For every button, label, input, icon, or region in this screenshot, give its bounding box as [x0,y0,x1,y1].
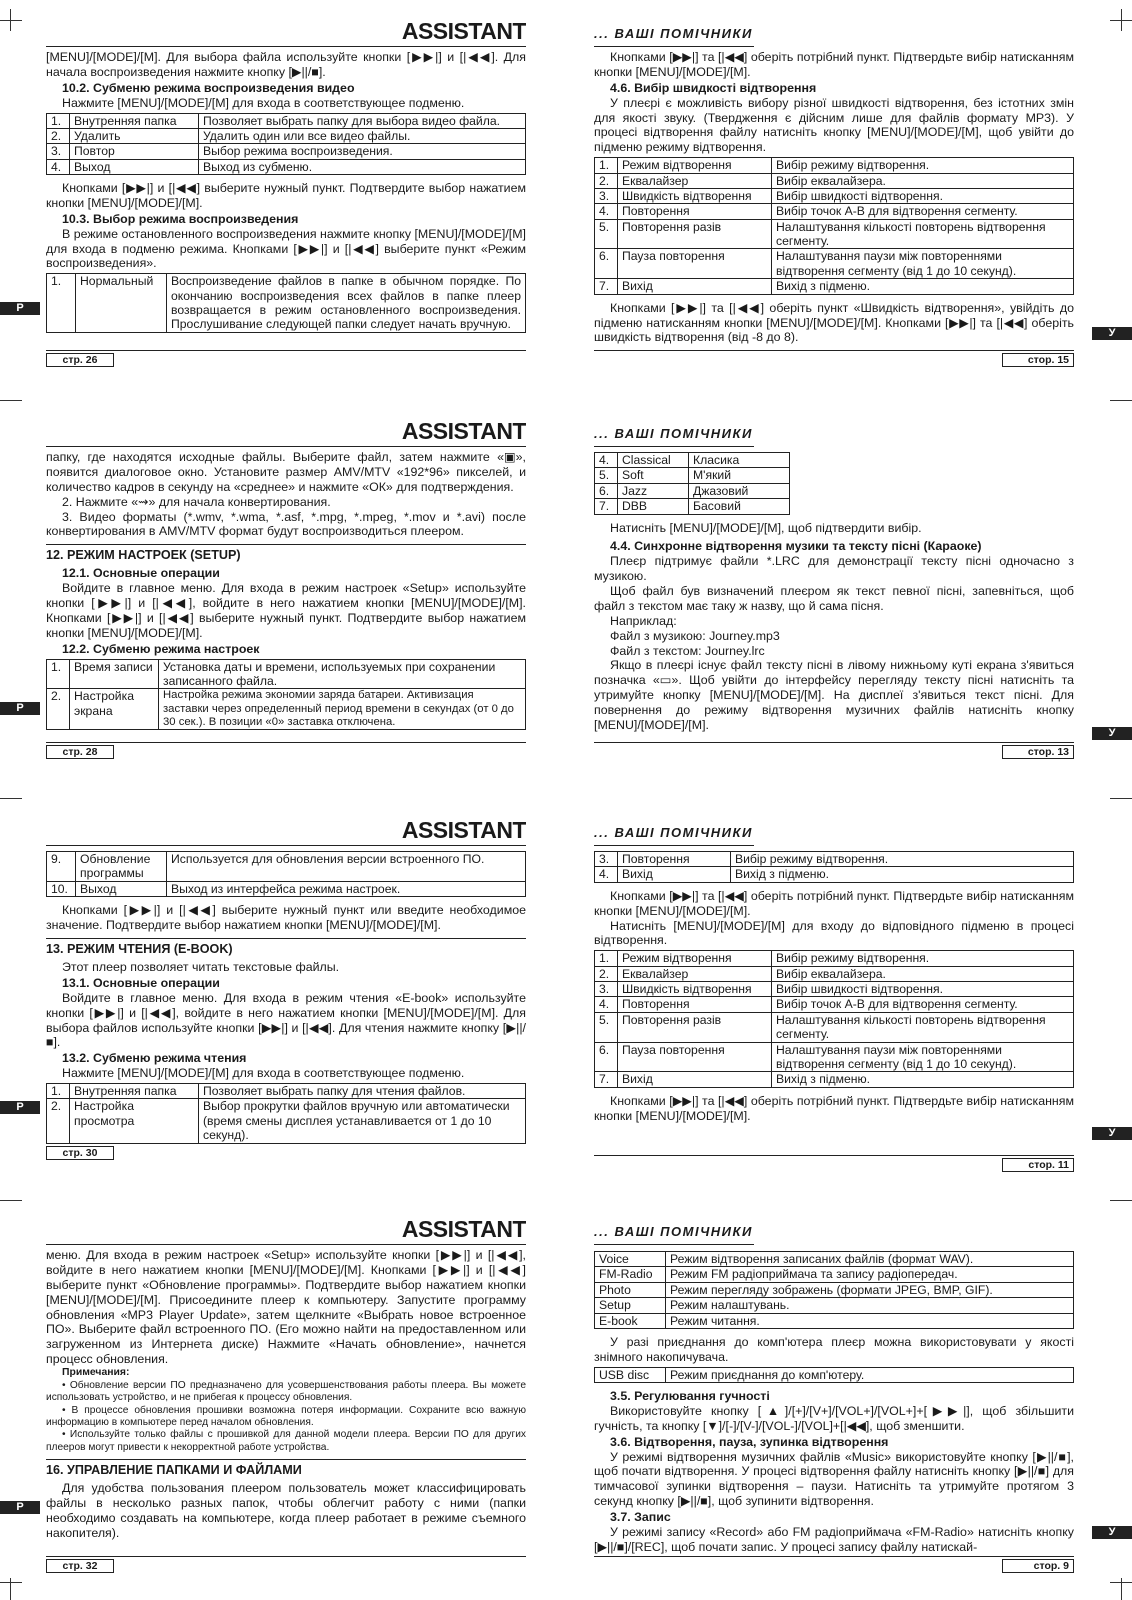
page-9 [594,1218,1074,1578]
table-cell: Вихід [618,867,731,882]
language-tab-ua: У [1092,727,1132,740]
table-cell: Вибір точок A-B для відтворення сегменту. [772,997,1074,1012]
note-item: • Обновление версии ПО предназначено для усовершенствования работы плеера. Вы можете использовать устройство, и не прибегая к процессу обновления. [46,1379,526,1404]
page-body [594,450,1074,733]
paragraph: Кнопками [▶▶|] та [|◀◀] оберіть пункт «Швидкість відтворення», увійдіть до підменю натисканням кнопки [MENU]/[MODE]/[M]. Кнопками [▶▶|] та [|◀◀] оберіть швидкість відтворення (від -8 до 8). [594,300,1074,345]
page-number: стр. 32 [46,1559,114,1573]
page-body [46,50,526,339]
table-cell: Classical [618,453,689,468]
table-cell: М'який [689,468,790,483]
table-cell: Вибір режиму відтворення. [772,158,1074,173]
table-cell: 4. [47,159,70,174]
table-cell: 2. [595,173,618,188]
page-body [46,849,526,1150]
paragraph: Натисніть [MENU]/[MODE]/[M] для входу до відповідного підменю в процесі відтворення. [594,918,1074,948]
table-cell: Вихід [618,279,772,294]
crop-mark [0,20,22,21]
table-cell: 6. [595,1042,618,1072]
table-cell: Выбор прокрутки файлов вручную или автоматически (время смены дисплея устанавливается от 1 до 10 секунд). [199,1099,526,1143]
table-cell: 2. [47,128,70,143]
modes-table [594,1251,1074,1329]
table-cell: E-book [595,1313,666,1328]
table-cell: Джазовий [689,483,790,498]
language-tab-ru: Р [0,702,40,715]
page-footer [594,1155,1074,1171]
menu-table [46,113,526,176]
table-cell: Режим налаштувань. [666,1298,1074,1313]
table-cell: Швидкість відтворення [618,982,772,997]
assistant-logo: ASSISTANT [401,420,526,444]
page-header [594,420,754,447]
table-cell: 5. [595,1012,618,1042]
table-row [595,173,1074,188]
table-cell: Настройка экрана [70,689,159,730]
page-footer [46,350,526,366]
table-row [595,453,790,468]
notes-block [46,1367,526,1454]
crop-mark [0,1582,22,1583]
table-cell: Вибір швидкості відтворення. [772,188,1074,203]
table-row [47,1099,526,1143]
table-cell: Пауза повторення [618,1042,772,1072]
paragraph: Кнопками [▶▶|] та [|◀◀] оберіть потрібний пункт. Підтвердьте вибір натисканням кнопки [MENU]/[MODE]/[M]. [594,50,1074,79]
crop-mark [10,9,11,31]
note-item: • Используйте только файлы с прошивкой для данной модели плеера. Версии ПО для других плееров могут привести к некорректной работе устройства. [46,1429,526,1453]
page-header [46,420,526,447]
page-body [46,450,526,736]
paragraph: У режимі відтворення музичних файлів «Music» використовуйте кнопку [▶||/■], щоб почати відтворення. У процесі відтворення файлу натисніть кнопку [▶||/■] для тимчасової зупинки відтворення – паузи. Натисніть та утримуйте протягом 3 секунд кнопку [▶||/■], щоб зупинити відтворення. [594,1449,1074,1509]
table-cell: 7. [595,1072,618,1087]
table-cell: 1. [47,659,70,689]
table-cell: Позволяет выбрать папку для чтения файлов. [199,1084,526,1099]
table-row [47,274,526,333]
table-cell: 1. [595,951,618,966]
table-row [595,483,790,498]
chapter-heading: 16. УПРАВЛЕНИЕ ПАПКАМИ И ФАЙЛАМИ [46,1459,526,1478]
table-row [595,997,1074,1012]
table-cell: Режим відтворення записаних файлів (формат WAV). [666,1252,1074,1267]
crop-mark [10,1578,11,1600]
section-heading: 4.6. Вибір швидкості відтворення [610,80,817,95]
header-title: ... ВАШІ ПОМІЧНИКИ [594,825,753,840]
page-number: стр. 28 [46,745,114,759]
table-row [595,249,1074,279]
table-cell: 5. [595,219,618,249]
table-row [595,966,1074,981]
table-row [595,982,1074,997]
table-cell: 4. [595,867,618,882]
table-cell: 3. [595,188,618,203]
paragraph: Войдите в главное меню. Для входа в режим настроек «Setup» используйте кнопки [▶▶|] и [|◀◀], войдите в него нажатием кнопки [MENU]/[MODE]/[M]. Кнопками [▶▶|] и [|◀◀] выберите нужный пункт. Подтвердите выбор нажатием кнопки [MENU]/[MODE]/[M]. [46,581,526,640]
table-cell: Выход [70,159,199,174]
table-cell: Вихід з підменю. [731,867,1074,882]
table-cell: 2. [595,966,618,981]
table-row [595,1072,1074,1087]
page-header [46,1218,526,1245]
section-heading: 10.3. Выбор режима воспроизведения [62,211,299,226]
assistant-logo: ASSISTANT [401,20,526,44]
notes-title: Примечания: [62,1367,130,1378]
paragraph: Для удобства пользования плеером пользователь может классифицировать файлы в несколько разных папок, чтобы облегчит работу с ними (папки необходимо создавать на компьютере, когда плеер работает в режиме съемного накопителя). [46,1481,526,1541]
paragraph: [MENU]/[MODE]/[M]. Для выбора файла используйте кнопки [▶▶|] и [|◀◀]. Для начала воспроизведения нажмите кнопку [▶||/■]. [46,50,526,79]
table-cell: 6. [595,249,618,279]
table-row [595,1313,1074,1328]
table-cell: Вибір режиму відтворення. [772,951,1074,966]
table-row [47,881,526,896]
page-number: стор. 9 [1002,1559,1074,1573]
paragraph: 3. Видео форматы (*.wmv, *.wma, *.asf, *.mpg, *.mpeg, *.mov и *.avi) после конвертирования в AMV/MTV формат будут воспроизводиться плеером. [46,509,526,539]
table-cell: DBB [618,499,689,514]
paragraph: Этот плеер позволяет читать текстовые файлы. [62,960,340,975]
section-heading: 4.4. Синхронне відтворення музики та тексту пісні (Караоке) [610,539,982,554]
page-footer [594,742,1074,758]
table-cell: 7. [595,499,618,514]
table-cell: Повторення [618,852,731,867]
table-cell: Режим відтворення [618,158,772,173]
page-footer [46,1556,526,1572]
table-row [47,159,526,174]
page-header [46,819,526,846]
paragraph: Кнопками [▶▶|] та [|◀◀] оберіть потрібний пункт. Підтвердьте вибір натисканням кнопки [MENU]/[MODE]/[M]. [594,888,1074,918]
table-cell: Выход из интерфейса режима настроек. [167,881,526,896]
table-cell: Время записи [70,659,159,689]
table-cell: Вихід з підменю. [772,1072,1074,1087]
language-tab-ua: У [1092,327,1132,340]
crop-mark [1121,1578,1122,1600]
paragraph: Плеєр підтримує файли *.LRC для демонстрації тексту пісні одночасно з музикою. [594,554,1074,584]
page-footer [594,350,1074,366]
paragraph: меню. Для входа в режим настроек «Setup» используйте кнопки [▶▶|] и [|◀◀], войдите в него нажатием кнопки [MENU]/[MODE]/[M]. Кнопками [▶▶|] и [|◀◀] выберите пункт «Обновление программы». Подтвердите выбор нажатием кнопки [MENU]/[MODE]/[M]. Присоедините плеер к компьютеру. Запустите программу обновления «MP3 Player Update», затем щелкните «Выбрать новое встроенное ПО». Выберите файл встроенного ПО. (Его можно найти на предоставленном или загруженном из Интернета диске) Нажмите «Начать обновление», начнется процесс обновления. [46,1248,526,1367]
table-row [595,1012,1074,1042]
page-number: стор. 13 [1002,745,1074,759]
table-row [595,188,1074,203]
crop-mark [0,798,22,799]
page-26 [46,20,526,380]
table-cell: 7. [595,279,618,294]
usb-table [594,1367,1074,1383]
header-title: ... ВАШІ ПОМІЧНИКИ [594,26,753,41]
chapter-heading: 13. РЕЖИМ ЧТЕНИЯ (E-BOOK) [46,938,526,957]
table-cell: 2. [47,689,70,730]
table-row [595,219,1074,249]
section-heading: 13.2. Субменю режима чтения [62,1051,247,1066]
table-cell: Вибір точок A-B для відтворення сегменту. [772,204,1074,219]
table-row [47,113,526,128]
section-heading: 3.6. Відтворення, пауза, зупинка відтворення [610,1434,889,1449]
table-row [47,659,526,689]
table-cell: 1. [595,158,618,173]
table-cell: Налаштування паузи між повтореннями відтворення сегменту (від 1 до 10 секунд). [772,249,1074,279]
equalizer-table [594,452,790,515]
table-cell: Режим FM радіоприймача та запису радіопередач. [666,1267,1074,1282]
header-title: ... ВАШІ ПОМІЧНИКИ [594,426,753,441]
page-header [46,20,526,47]
language-tab-ru: Р [0,1101,40,1114]
page-header [594,20,754,47]
table-row [595,1252,1074,1267]
table-cell: 3. [595,852,618,867]
table-cell: Вибір режиму відтворення. [731,852,1074,867]
page-13 [594,420,1074,780]
table-cell: Soft [618,468,689,483]
crop-mark [1121,9,1122,31]
table-row [47,689,526,730]
table-row [595,1042,1074,1072]
page-footer [46,742,526,758]
section-heading: 12.2. Субменю режима настроек [62,641,260,656]
note-item: • В процессе обновления прошивки возможна потеря информации. Сохраните всю важную информацию в компьютере перед началом обновления. [46,1404,526,1428]
page-header [594,1218,754,1245]
table-cell: Повторення [618,997,772,1012]
paragraph: Нажмите [MENU]/[MODE]/[M] для входа в соответствующее подменю. [62,95,465,110]
page-footer [594,1556,1074,1572]
mode-table [46,273,526,333]
table-cell: 1. [47,274,76,333]
table-cell: Режим приєднання до комп'ютеру. [666,1367,1074,1382]
section-heading: 13.1. Основные операции [62,975,220,990]
paragraph: Натисніть [MENU]/[MODE]/[M], щоб підтвердити вибір. [610,520,922,535]
assistant-logo: ASSISTANT [401,1218,526,1242]
table-row [595,468,790,483]
menu-table [594,851,1074,883]
section-heading: 3.7. Запис [610,1510,671,1525]
page-body [594,849,1074,1124]
table-cell: 3. [47,144,70,159]
page-footer [46,1143,526,1159]
table-row [595,158,1074,173]
language-tab-ua: У [1092,1127,1132,1140]
table-cell: Налаштування кількості повторень відтворення сегменту. [772,1012,1074,1042]
table-cell: Пауза повторення [618,249,772,279]
table-cell: Повторення [618,204,772,219]
table-cell: Настройка режима экономии заряда батареи. Активизация заставки через определенный период времени в секундах (от 0 до 30 сек.). В позиции «0» заставка отключена. [159,689,526,730]
table-row [47,1084,526,1099]
table-row [595,1367,1074,1382]
paragraph: У режимі запису «Record» або FM радіоприймача «FM-Radio» натисніть кнопку [▶||/■]/[REC], щоб почати запис. У процесі запису файлу натискай- [594,1524,1074,1554]
paragraph: Використовуйте кнопку [▲]/[+]/[V+]/[VOL+]/[VOL+]+[▶▶|], щоб збільшити гучність, та кнопку [▼]/[-]/[V-]/[VOL-]/[VOL]+[|◀◀], щоб зменшити. [594,1403,1074,1433]
table-cell: Внутренняя папка [70,1084,199,1099]
page-number: стор. 15 [1002,353,1074,367]
table-cell: Setup [595,1298,666,1313]
table-cell: Нормальный [76,274,167,333]
paragraph: Щоб файл був визначений плеєром як текст певної пісні, запевніться, щоб файл з текстом має таку ж назву, що й сама пісня. [594,584,1074,613]
table-cell: Выход из субменю. [199,159,526,174]
table-cell: Еквалайзер [618,173,772,188]
table-cell: Режим перегляду зображень (формати JPEG, BMP, GIF). [666,1282,1074,1297]
table-cell: 2. [47,1099,70,1143]
table-cell: 4. [595,204,618,219]
table-row [47,128,526,143]
table-row [595,499,790,514]
paragraph: В режиме остановленного воспроизведения нажмите кнопку [MENU]/[MODE]/[M] для входа в подменю режима. Кнопками [▶▶|] и [|◀◀] выберите пункт «Режим воспроизведения». [46,226,526,271]
table-row [595,852,1074,867]
paragraph: У разі приєднання до комп'ютера плеєр можна використовувати у якості знімного накопичувача. [594,1334,1074,1364]
crop-mark [0,400,22,401]
table-cell: Налаштування паузи між повтореннями відтворення сегменту (від 1 до 10 секунд). [772,1042,1074,1072]
language-tab-ru: Р [0,1501,40,1514]
section-heading: 12.1. Основные операции [62,566,220,581]
page-28 [46,420,526,780]
paragraph: Файл з текстом: Journey.lrc [610,643,765,658]
table-cell: FM-Radio [595,1267,666,1282]
section-heading: 10.2. Субменю режима воспроизведения видео [62,80,355,95]
table-cell: 1. [47,1084,70,1099]
table-cell: 4. [595,453,618,468]
assistant-logo: ASSISTANT [401,819,526,843]
table-cell: Настройка просмотра [70,1099,199,1143]
table-row [595,951,1074,966]
table-row [595,1282,1074,1297]
table-cell: Вибір еквалайзера. [772,966,1074,981]
crop-mark [1110,1200,1132,1201]
paragraph: Якщо в плеєрі існує файл тексту пісні в лівому нижньому куті екрана з'явиться позначка «▭». Щоб увійти до інтерфейсу перегляду тексту пісні натисніть та утримуйте кнопку [MENU]/[MODE]/[M]. На дисплеї з'явиться текст пісні. Для повернення до режиму відтворення музичних файлів натисніть кнопку [MENU]/[MODE]/[M]. [594,658,1074,732]
page-32 [46,1218,526,1578]
table-cell: Установка даты и времени, используемых при сохранении записанного файла. [159,659,526,689]
paragraph: 2. Нажмите «⇝» для начала конвертирования. [62,494,331,509]
page-number: стор. 11 [1002,1158,1074,1172]
table-cell: Вихід з підменю. [772,279,1074,294]
table-cell: 5. [595,468,618,483]
table-cell: Обновление программы [76,852,167,882]
paragraph: Кнопками [▶▶|] и [|◀◀] выберите нужный пункт или введите необходимое значение. Подтвердите выбор нажатием кнопки [MENU]/[MODE]/[M]. [46,903,526,933]
table-cell: 4. [595,997,618,1012]
table-cell: Повтор [70,144,199,159]
table-row [47,144,526,159]
table-cell: Вихід [618,1072,772,1087]
table-row [595,279,1074,294]
table-cell: Повторення разів [618,1012,772,1042]
language-tab-ua: У [1092,1526,1132,1539]
menu-table [594,157,1074,295]
crop-mark [1110,400,1132,401]
chapter-heading: 12. РЕЖИМ НАСТРОЕК (SETUP) [46,544,526,563]
table-cell: Voice [595,1252,666,1267]
page-header [594,819,754,846]
table-cell: 1. [47,113,70,128]
table-cell: Внутренняя папка [70,113,199,128]
table-cell: Jazz [618,483,689,498]
paragraph: У плеєрі є можливість вибору різної швидкості відтворення, без істотних змін для якості звуку. (Твердження є дійсним лише для файлів формату MP3). У процесі відтворення файлу натисніть кнопку [MENU]/[MODE]/[M], щоб увійти до підменю режиму відтворення. [594,95,1074,155]
crop-mark [1110,798,1132,799]
language-tab-ru: Р [0,302,40,315]
table-cell: Удалить [70,128,199,143]
paragraph: Кнопками [▶▶|] и [|◀◀] выберите нужный пункт. Подтвердите выбор нажатием кнопки [MENU]/[MODE]/[M]. [46,181,526,210]
table-cell: Вибір швидкості відтворення. [772,982,1074,997]
page-11 [594,819,1074,1179]
table-cell: Выход [76,881,167,896]
table-cell: 10. [47,881,76,896]
table-cell: 9. [47,852,76,882]
table-row [595,1267,1074,1282]
table-cell: Воспроизведение файлов в папке в обычном порядке. По окончанию воспроизведения всех файлов в папке плеер возвращается в режим остановленного воспроизведения. Прослушивание следующей папки следует начать вручную. [167,274,526,333]
table-cell: Режим відтворення [618,951,772,966]
table-row [47,852,526,882]
page-30 [46,819,526,1179]
page-body [46,1248,526,1541]
page-15 [594,20,1074,380]
menu-table [594,950,1074,1088]
paragraph: Кнопками [▶▶|] та [|◀◀] оберіть потрібний пункт. Підтвердьте вибір натисканням кнопки [MENU]/[MODE]/[M]. [594,1093,1074,1123]
table-row [595,1298,1074,1313]
table-cell: Налаштування кількості повторень відтворення сегменту. [772,219,1074,249]
table-cell: Photo [595,1282,666,1297]
table-row [595,867,1074,882]
paragraph: Файл з музикою: Journey.mp3 [610,628,780,643]
paragraph: папку, где находятся исходные файлы. Выберите файл, затем нажмите «▣», появится диалоговое окно. Установите размер AMV/MTV «192*96» пикселей, и количество кадров в секунду на «среднее» и нажмите «ОК» для подтверждения. [46,450,526,494]
paragraph: Наприклад: [610,613,677,628]
table-row [595,204,1074,219]
page-body [594,1248,1074,1555]
ebook-menu-table [46,1083,526,1144]
table-cell: Позволяет выбрать папку для выбора видео файла. [199,113,526,128]
table-cell: Вибір еквалайзера. [772,173,1074,188]
page-body [594,50,1074,345]
table-cell: Еквалайзер [618,966,772,981]
table-cell: 6. [595,483,618,498]
paragraph: Войдите в главное меню. Для входа в режим чтения «E-book» используйте кнопки [▶▶|] и [|◀◀], войдите в него нажатием кнопки [MENU]/[MODE]/[M]. Для выбора файлов используйте кнопки [▶▶|] и [|◀◀]. Для чтения нажмите кнопку [▶||/■]. [46,990,526,1050]
table-cell: Удалить один или все видео файлы. [199,128,526,143]
header-title: ... ВАШІ ПОМІЧНИКИ [594,1224,753,1239]
settings-table [46,659,526,731]
section-heading: 3.5. Регулювання гучності [610,1389,770,1404]
table-cell: Выбор режима воспроизведения. [199,144,526,159]
table-cell: Швидкість відтворення [618,188,772,203]
page-number: стр. 26 [46,353,114,367]
paragraph: Нажмите [MENU]/[MODE]/[M] для входа в соответствующее подменю. [62,1066,465,1081]
table-cell: USB disc [595,1367,666,1382]
page-number: стр. 30 [46,1146,114,1160]
table-cell: Повторення разів [618,219,772,249]
table-cell: Класика [689,453,790,468]
table-cell: Режим читання. [666,1313,1074,1328]
table-cell: Басовий [689,499,790,514]
table-cell: 3. [595,982,618,997]
settings-table [46,851,526,897]
crop-mark [0,1200,22,1201]
table-cell: Используется для обновления версии встроенного ПО. [167,852,526,882]
